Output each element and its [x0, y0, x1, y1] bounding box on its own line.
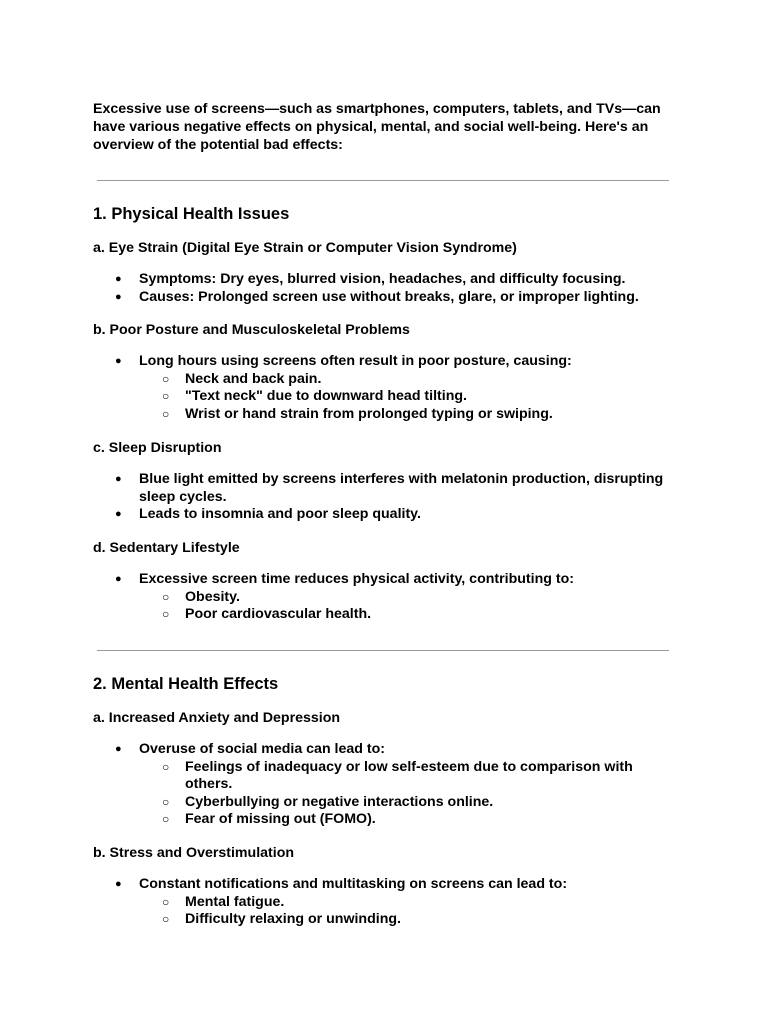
sub-list: [139, 589, 678, 624]
subsection-heading: c. Sleep Disruption: [93, 440, 222, 456]
sub-list-item: ○ Wrist or hand strain from prolonged typing or swiping.: [139, 406, 678, 424]
sub-list: [139, 894, 678, 929]
list-item: [93, 353, 678, 423]
list-item-text: Long hours using screens often result in poor posture, causing:: [139, 353, 572, 369]
sub-list-item: ○ Feelings of inadequacy or low self-esteem due to comparison with others.: [139, 759, 678, 794]
bullet-list: [93, 271, 678, 306]
sub-list: [139, 371, 678, 424]
list-item-text: Excessive screen time reduces physical activity, contributing to:: [139, 571, 574, 587]
subsection-heading: a. Increased Anxiety and Depression: [93, 710, 341, 726]
bullet-list: [93, 571, 678, 624]
bullet-list: [93, 471, 678, 524]
list-item: ● Leads to insomnia and poor sleep quality.: [93, 506, 678, 524]
subsection-heading: d. Sedentary Lifestyle: [93, 540, 240, 556]
list-item-text: Constant notifications and multitasking on screens can lead to:: [139, 876, 568, 892]
list-item: ● Causes: Prolonged screen use without breaks, glare, or improper lighting.: [93, 289, 678, 307]
divider: [97, 180, 669, 181]
sub-list-item: ○ Difficulty relaxing or unwinding.: [139, 911, 678, 929]
subsection-heading: b. Poor Posture and Musculoskeletal Problems: [93, 322, 410, 338]
sub-list-item: ○ Neck and back pain.: [139, 371, 678, 389]
subsection-heading: b. Stress and Overstimulation: [93, 845, 295, 861]
list-item: [93, 876, 678, 929]
list-item: ● Symptoms: Dry eyes, blurred vision, headaches, and difficulty focusing.: [93, 271, 678, 289]
bullet-list: [93, 741, 678, 829]
section-heading: 1. Physical Health Issues: [93, 205, 290, 223]
list-item-text: Overuse of social media can lead to:: [139, 741, 386, 757]
sub-list-item: ○ Fear of missing out (FOMO).: [139, 811, 678, 829]
subsection-heading: a. Eye Strain (Digital Eye Strain or Computer Vision Syndrome): [93, 240, 517, 256]
sub-list-item: ○ Poor cardiovascular health.: [139, 606, 678, 624]
divider: [97, 650, 669, 651]
sub-list-item: ○ Mental fatigue.: [139, 894, 678, 912]
intro-paragraph: Excessive use of screens—such as smartphones, computers, tablets, and TVs—can have various negative effects on physical, mental, and social well-being. Here's an overview of the potential bad effects:: [93, 101, 661, 153]
list-item: [93, 571, 678, 624]
bullet-list: [93, 876, 678, 929]
sub-list-item: ○ Cyberbullying or negative interactions online.: [139, 794, 678, 812]
list-item: [93, 741, 678, 829]
sub-list-item: ○ Obesity.: [139, 589, 678, 607]
bullet-list: [93, 353, 678, 423]
section-heading: 2. Mental Health Effects: [93, 675, 279, 693]
sub-list-item: ○ "Text neck" due to downward head tilting.: [139, 388, 678, 406]
sub-list: [139, 759, 678, 829]
list-item: ● Blue light emitted by screens interferes with melatonin production, disrupting sleep cycles.: [93, 471, 678, 506]
